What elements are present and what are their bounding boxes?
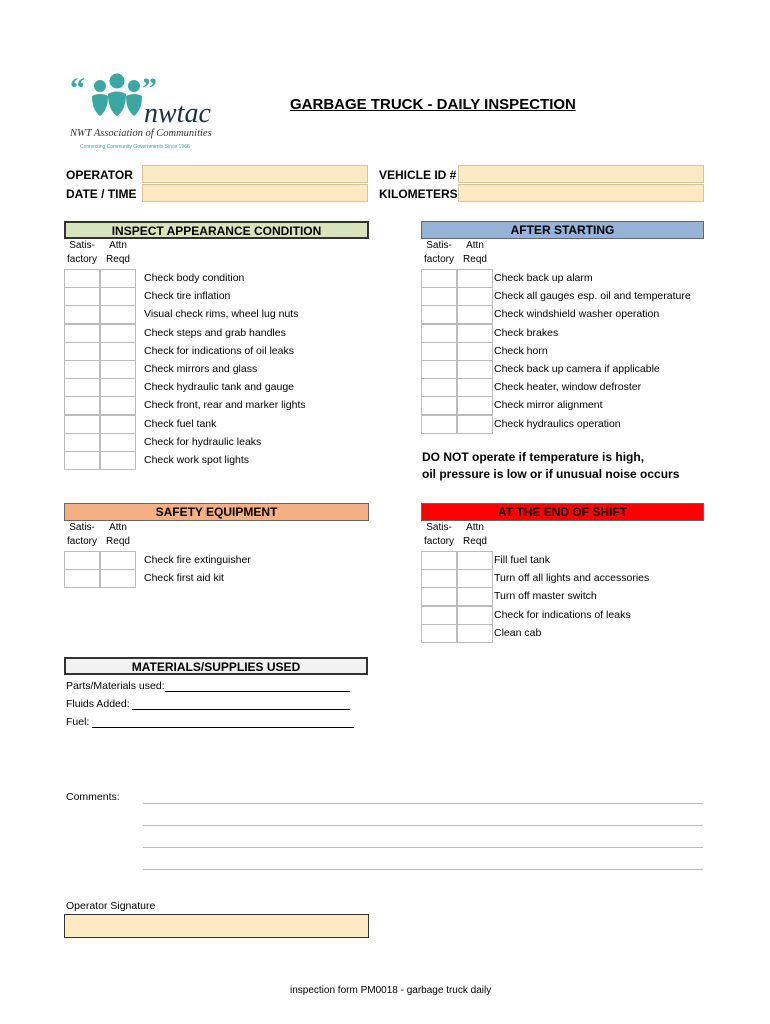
satisfactory-checkbox[interactable] bbox=[64, 324, 100, 343]
checklist-item: Check steps and grab handles bbox=[144, 326, 286, 339]
attention-required-checkbox[interactable] bbox=[100, 342, 136, 361]
page-title: GARBAGE TRUCK - DAILY INSPECTION bbox=[290, 96, 576, 113]
column-heading: factory bbox=[423, 254, 454, 265]
satisfactory-checkbox[interactable] bbox=[421, 415, 457, 434]
satisfactory-checkbox[interactable] bbox=[421, 342, 457, 361]
attention-required-checkbox[interactable] bbox=[457, 551, 493, 570]
checklist-item: Check windshield washer operation bbox=[494, 308, 660, 321]
checklist-item: Fill fuel tank bbox=[494, 554, 551, 566]
comments-label: Comments: bbox=[66, 791, 120, 803]
checklist-item: Clean cab bbox=[494, 626, 542, 639]
column-heading: Reqd bbox=[463, 536, 487, 547]
satisfactory-checkbox[interactable] bbox=[421, 287, 457, 306]
satisfactory-checkbox[interactable] bbox=[64, 551, 100, 570]
checklist-item: Check back up alarm bbox=[494, 272, 593, 284]
checklist-item: Turn off master switch bbox=[494, 590, 597, 603]
attention-required-checkbox[interactable] bbox=[457, 415, 493, 434]
checklist-item: Check fuel tank bbox=[144, 417, 217, 430]
signature-field[interactable] bbox=[64, 914, 369, 938]
checklist-item: Check horn bbox=[494, 344, 548, 357]
end-shift-header: AT THE END OF SHIFT bbox=[421, 503, 704, 521]
attention-required-checkbox[interactable] bbox=[457, 342, 493, 361]
satisfactory-checkbox[interactable] bbox=[64, 342, 100, 361]
satisfactory-checkbox[interactable] bbox=[64, 433, 100, 452]
attention-required-checkbox[interactable] bbox=[457, 606, 493, 625]
checklist-item: Check mirror alignment bbox=[494, 399, 603, 412]
satisfactory-checkbox[interactable] bbox=[64, 287, 100, 306]
attention-required-checkbox[interactable] bbox=[100, 396, 136, 415]
attention-required-checkbox[interactable] bbox=[100, 451, 136, 470]
column-heading: Satis- bbox=[69, 522, 95, 533]
fuel-label: Fuel: bbox=[66, 716, 90, 728]
vehicle-id-label: VEHICLE ID # bbox=[379, 168, 457, 182]
checklist-item: Check heater, window defroster bbox=[494, 381, 642, 394]
appearance-header: INSPECT APPEARANCE CONDITION bbox=[64, 221, 369, 239]
vehicle-id-field[interactable] bbox=[458, 165, 704, 183]
fluids-input-line[interactable] bbox=[132, 709, 350, 710]
attention-required-checkbox[interactable] bbox=[457, 569, 493, 588]
attention-required-checkbox[interactable] bbox=[457, 305, 493, 324]
satisfactory-checkbox[interactable] bbox=[421, 396, 457, 415]
checklist-item: Check for indications of leaks bbox=[494, 608, 631, 621]
checklist-item: Check front, rear and marker lights bbox=[144, 399, 306, 412]
checklist-item: Check tire inflation bbox=[144, 290, 231, 303]
column-heading: Attn bbox=[466, 240, 484, 251]
operator-label: OPERATOR bbox=[66, 168, 133, 182]
attention-required-checkbox[interactable] bbox=[100, 360, 136, 379]
satisfactory-checkbox[interactable] bbox=[421, 606, 457, 625]
logo-tagline: Connecting Community Governments Since 1966 bbox=[80, 144, 190, 150]
satisfactory-checkbox[interactable] bbox=[64, 451, 100, 470]
satisfactory-checkbox[interactable] bbox=[421, 360, 457, 379]
checklist-item: Check for indications of oil leaks bbox=[144, 344, 294, 357]
parts-label: Parts/Materials used: bbox=[66, 680, 165, 692]
checklist-item: Check brakes bbox=[494, 326, 559, 339]
satisfactory-checkbox[interactable] bbox=[421, 551, 457, 570]
satisfactory-checkbox[interactable] bbox=[64, 396, 100, 415]
attention-required-checkbox[interactable] bbox=[457, 287, 493, 306]
safety-header: SAFETY EQUIPMENT bbox=[64, 503, 369, 521]
fuel-input-line[interactable] bbox=[92, 727, 354, 728]
svg-text:”: ” bbox=[142, 72, 157, 105]
checklist-item: Check for hydraulic leaks bbox=[144, 435, 262, 448]
satisfactory-checkbox[interactable] bbox=[421, 269, 457, 288]
materials-header: MATERIALS/SUPPLIES USED bbox=[64, 657, 368, 675]
attention-required-checkbox[interactable] bbox=[100, 287, 136, 306]
satisfactory-checkbox[interactable] bbox=[64, 269, 100, 288]
logo-brand: nwtac bbox=[144, 98, 211, 129]
date-time-label: DATE / TIME bbox=[66, 187, 137, 201]
attention-required-checkbox[interactable] bbox=[100, 378, 136, 397]
satisfactory-checkbox[interactable] bbox=[421, 305, 457, 324]
svg-text:“: “ bbox=[70, 72, 85, 105]
comment-line[interactable] bbox=[143, 847, 703, 848]
checklist-item: Visual check rims, wheel lug nuts bbox=[144, 308, 299, 321]
attention-required-checkbox[interactable] bbox=[457, 378, 493, 397]
warning-line-1: DO NOT operate if temperature is high, bbox=[422, 450, 645, 464]
comment-line[interactable] bbox=[143, 803, 703, 804]
satisfactory-checkbox[interactable] bbox=[64, 360, 100, 379]
checklist-item: Turn off all lights and accessories bbox=[494, 572, 650, 585]
column-heading: Reqd bbox=[463, 254, 487, 265]
checklist-item: Check body condition bbox=[144, 272, 245, 284]
signature-label: Operator Signature bbox=[66, 900, 156, 912]
attention-required-checkbox[interactable] bbox=[457, 269, 493, 288]
checklist-item: Check fire extinguisher bbox=[144, 554, 251, 566]
nwtac-logo bbox=[62, 72, 232, 156]
column-heading: factory bbox=[423, 536, 454, 547]
satisfactory-checkbox[interactable] bbox=[64, 305, 100, 324]
kilometers-label: KILOMETERS bbox=[379, 187, 458, 201]
satisfactory-checkbox[interactable] bbox=[64, 378, 100, 397]
column-heading: Attn bbox=[109, 522, 127, 533]
attention-required-checkbox[interactable] bbox=[100, 433, 136, 452]
attention-required-checkbox[interactable] bbox=[457, 587, 493, 606]
attention-required-checkbox[interactable] bbox=[100, 415, 136, 434]
column-heading: Reqd bbox=[106, 536, 130, 547]
logo-org-name: NWT Association of Communities bbox=[70, 128, 212, 139]
checklist-item: Check all gauges esp. oil and temperature bbox=[494, 290, 691, 303]
column-heading: Satis- bbox=[426, 522, 452, 533]
checklist-item: Check first aid kit bbox=[144, 572, 224, 585]
fluids-label: Fluids Added: bbox=[66, 698, 130, 710]
attention-required-checkbox[interactable] bbox=[457, 324, 493, 343]
checklist-item: Check mirrors and glass bbox=[144, 363, 258, 375]
operator-field[interactable] bbox=[142, 165, 368, 183]
checklist-item: Check hydraulic tank and gauge bbox=[144, 381, 295, 394]
attention-required-checkbox[interactable] bbox=[457, 396, 493, 415]
column-heading: factory bbox=[66, 254, 97, 265]
satisfactory-checkbox[interactable] bbox=[421, 624, 457, 643]
warning-line-2: oil pressure is low or if unusual noise occurs bbox=[422, 467, 680, 481]
attention-required-checkbox[interactable] bbox=[100, 569, 136, 588]
satisfactory-checkbox[interactable] bbox=[64, 415, 100, 434]
checklist-item: Check back up camera if applicable bbox=[494, 363, 660, 375]
checklist-item: Check work spot lights bbox=[144, 454, 250, 466]
satisfactory-checkbox[interactable] bbox=[421, 324, 457, 343]
column-heading: Attn bbox=[466, 522, 484, 533]
attention-required-checkbox[interactable] bbox=[100, 305, 136, 324]
satisfactory-checkbox[interactable] bbox=[64, 569, 100, 588]
comment-line[interactable] bbox=[143, 869, 703, 870]
column-heading: Attn bbox=[109, 240, 127, 251]
attention-required-checkbox[interactable] bbox=[100, 269, 136, 288]
satisfactory-checkbox[interactable] bbox=[421, 587, 457, 606]
checklist-item: Check hydraulics operation bbox=[494, 417, 621, 430]
attention-required-checkbox[interactable] bbox=[100, 324, 136, 343]
kilometers-field[interactable] bbox=[458, 184, 704, 202]
footer-text: inspection form PM0018 - garbage truck daily bbox=[290, 985, 492, 996]
column-heading: Satis- bbox=[69, 240, 95, 251]
column-heading: Reqd bbox=[106, 254, 130, 265]
comment-line[interactable] bbox=[143, 825, 703, 826]
date-time-field[interactable] bbox=[142, 184, 368, 202]
attention-required-checkbox[interactable] bbox=[100, 551, 136, 570]
attention-required-checkbox[interactable] bbox=[457, 624, 493, 643]
attention-required-checkbox[interactable] bbox=[457, 360, 493, 379]
satisfactory-checkbox[interactable] bbox=[421, 378, 457, 397]
after-starting-header: AFTER STARTING bbox=[421, 221, 704, 239]
parts-input-line[interactable] bbox=[165, 691, 350, 692]
satisfactory-checkbox[interactable] bbox=[421, 569, 457, 588]
column-heading: factory bbox=[66, 536, 97, 547]
column-heading: Satis- bbox=[426, 240, 452, 251]
